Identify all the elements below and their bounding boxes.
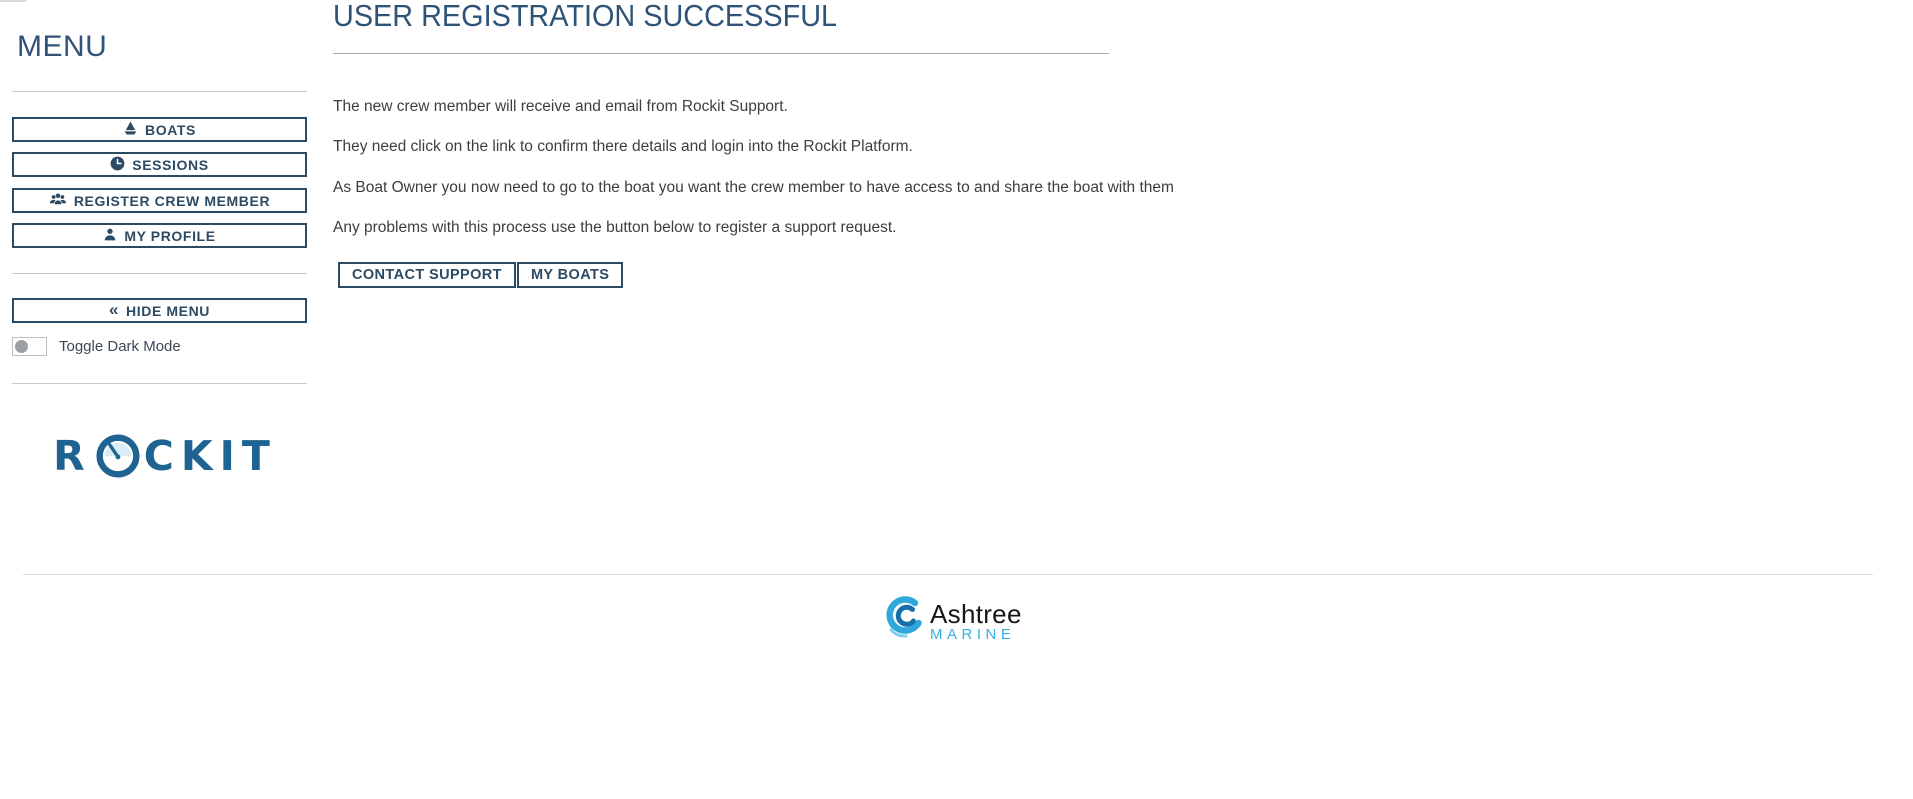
paragraph: The new crew member will receive and email from Rockit Support. (333, 98, 788, 115)
wave-icon (884, 594, 924, 647)
rockit-logo (30, 431, 300, 482)
action-button-group (338, 262, 623, 288)
sidebar-item-sessions[interactable] (12, 152, 307, 177)
footer-brand-name: Ashtree (930, 599, 1022, 629)
rockit-logo-letters-left: R (53, 431, 92, 480)
contact-support-button[interactable]: CONTACT SUPPORT (338, 262, 516, 288)
rockit-logo-letters-right: CKIT (143, 431, 277, 480)
footer-brand-sub: MARINE (930, 626, 1016, 643)
menu-title: MENU (17, 30, 108, 63)
sidebar-item-label: REGISTER CREW MEMBER (73, 192, 271, 209)
sidebar-item-boats[interactable] (12, 117, 307, 142)
gauge-icon (96, 434, 140, 483)
footer-divider (23, 574, 1873, 575)
page-title: USER REGISTRATION SUCCESSFUL (333, 0, 838, 33)
paragraph: Any problems with this process use the button below to register a support request. (333, 219, 897, 236)
toggle-knob (15, 340, 28, 353)
dark-mode-toggle-row (12, 337, 181, 356)
sidebar-item-label: MY PROFILE (124, 227, 216, 244)
paragraph: They need click on the link to confirm there details and login into the Rockit Platform. (333, 138, 913, 155)
footer-brand (884, 594, 1022, 647)
users-icon (49, 192, 67, 210)
sidebar-item-label: BOATS (145, 121, 196, 138)
clock-icon (110, 156, 125, 174)
divider (12, 91, 307, 92)
divider (12, 273, 307, 274)
footer-brand-text (930, 594, 1022, 643)
dark-mode-label: Toggle Dark Mode (59, 338, 181, 355)
sidebar-item-label: SESSIONS (132, 156, 209, 173)
sailboat-icon (123, 121, 138, 139)
double-chevron-left-icon: « (108, 300, 120, 319)
sidebar-item-register-crew-member[interactable] (12, 188, 307, 213)
my-boats-button[interactable]: MY BOATS (517, 262, 623, 288)
hide-menu-label: HIDE MENU (126, 302, 211, 319)
divider (12, 383, 307, 384)
dark-mode-toggle[interactable] (12, 337, 47, 356)
user-icon (103, 227, 117, 245)
title-divider (333, 53, 1109, 54)
paragraph: As Boat Owner you now need to go to the boat you want the crew member to have access to and share the boat with them (333, 179, 1174, 196)
sidebar-item-my-profile[interactable] (12, 223, 307, 248)
hide-menu-button[interactable] (12, 298, 307, 323)
sidebar (0, 0, 308, 799)
